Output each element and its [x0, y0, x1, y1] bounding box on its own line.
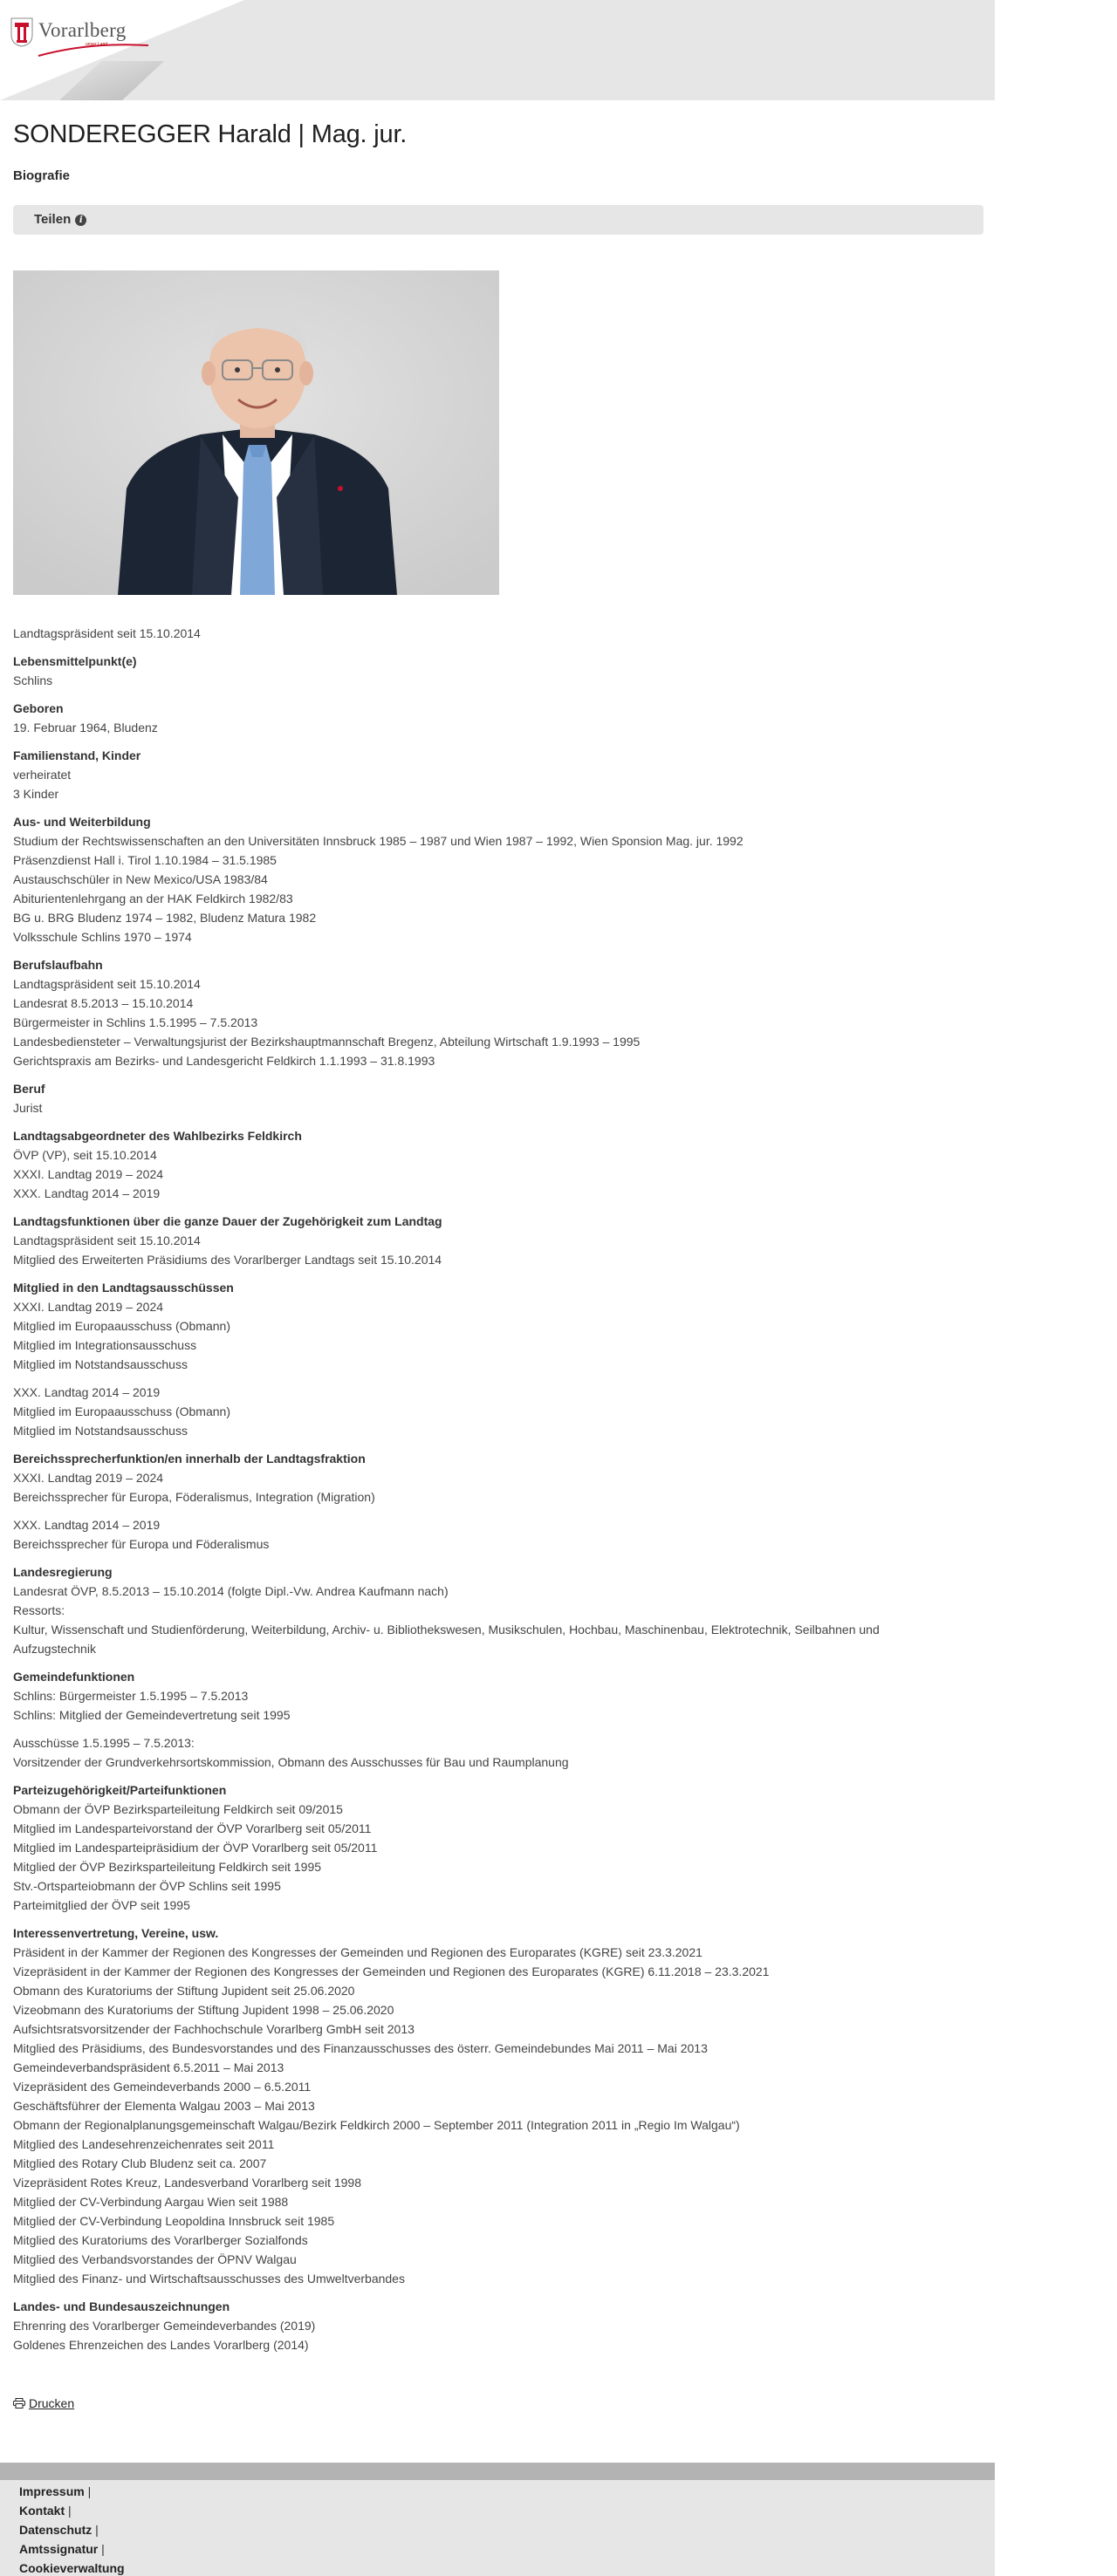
- bio-line: Mitglied des Präsidiums, des Bundesvorstandes und des Finanzausschusses des österr. Gemeindebundes Mai 2011 – Mai 2013: [13, 2041, 708, 2055]
- bio-line: Vizeobmann des Kuratoriums der Stiftung Jupident 1998 – 25.06.2020: [13, 2003, 394, 2017]
- bio-section-title: Parteizugehörigkeit/Parteifunktionen: [13, 1783, 227, 1797]
- bio-section-title: Landesregierung: [13, 1565, 113, 1579]
- bio-line: Mitglied im Notstandsausschuss: [13, 1357, 188, 1371]
- bio-line: 3 Kinder: [13, 787, 59, 801]
- bio-section: [13, 1562, 982, 1658]
- footer-link-label: Amtssignatur: [19, 2542, 99, 2556]
- footer-separator: |: [95, 2523, 99, 2537]
- bio-spacer: [13, 1507, 982, 1515]
- bio-section-title: Landes- und Bundesauszeichnungen: [13, 2299, 230, 2313]
- bio-line: Mitglied des Kuratoriums des Vorarlberger Sozialfonds: [13, 2233, 308, 2247]
- bio-line: Kultur, Wissenschaft und Studienförderung, Weiterbildung, Archiv- u. Bibliothekswesen, Musikschulen, Hochbau, Maschinenbau, Elektrotechnik, Seilbahnen und: [13, 1623, 880, 1636]
- bio-section: [13, 1278, 982, 1440]
- bio-line: Geschäftsführer der Elementa Walgau 2003 – Mai 2013: [13, 2099, 315, 2113]
- bio-line: Mitglied im Europaausschuss (Obmann): [13, 1319, 230, 1333]
- bio-section-title: Landtagsfunktionen über die ganze Dauer der Zugehörigkeit zum Landtag: [13, 1214, 442, 1228]
- bio-line: Gemeindeverbandspräsident 6.5.2011 – Mai 2013: [13, 2060, 284, 2074]
- bio-line: BG u. BRG Bludenz 1974 – 1982, Bludenz Matura 1982: [13, 911, 317, 925]
- bio-line: Mitglied im Landesparteipräsidium der ÖVP Vorarlberg seit 05/2011: [13, 1841, 378, 1855]
- printer-icon: [13, 2398, 25, 2409]
- logo-wordmark: Vorarlberg: [38, 19, 127, 41]
- bio-line: XXX. Landtag 2014 – 2019: [13, 1186, 161, 1200]
- bio-line: Studium der Rechtswissenschaften an den Universitäten Innsbruck 1985 – 1987 und Wien 1987 – 1992, Wien Sponsion Mag. jur. 1992: [13, 834, 744, 848]
- bio-line: Austauschschüler in New Mexico/USA 1983/84: [13, 872, 268, 886]
- bio-section: [13, 1126, 982, 1203]
- bio-section: [13, 812, 982, 946]
- bio-line: Vorsitzender der Grundverkehrsortskommission, Obmann des Ausschusses für Bau und Raumplanung: [13, 1755, 569, 1769]
- share-label: Teilen: [34, 212, 72, 227]
- footer-link[interactable]: [19, 2482, 125, 2501]
- vorarlberg-logo[interactable]: [10, 16, 150, 59]
- bio-line: Mitglied im Europaausschuss (Obmann): [13, 1404, 230, 1418]
- footer-links: [19, 2482, 125, 2576]
- logo-tagline: unser Land: [86, 42, 108, 47]
- bio-line: Vizepräsident des Gemeindeverbands 2000 – 6.5.2011: [13, 2080, 312, 2094]
- share-button[interactable]: [34, 210, 86, 229]
- footer-link[interactable]: [19, 2520, 125, 2539]
- bio-line: Mitglied der CV-Verbindung Aargau Wien seit 1988: [13, 2195, 289, 2209]
- bio-line: Schlins: Bürgermeister 1.5.1995 – 7.5.2013: [13, 1689, 249, 1703]
- bio-line: Landesbediensteter – Verwaltungsjurist der Bezirkshauptmannschaft Bregenz, Abteilung Wirtschaft 1.9.1993 – 1995: [13, 1035, 641, 1049]
- biography: [13, 624, 982, 2354]
- bio-line: XXX. Landtag 2014 – 2019: [13, 1518, 161, 1532]
- bio-line: Mitglied des Landesehrenzeichenrates seit 2011: [13, 2137, 275, 2151]
- page-subtitle: Biografie: [13, 168, 71, 183]
- footer-link-label: Cookieverwaltung: [19, 2561, 125, 2575]
- bio-spacer: [13, 1725, 982, 1733]
- bio-line: Obmann des Kuratoriums der Stiftung Jupident seit 25.06.2020: [13, 1984, 355, 1998]
- bio-section: [13, 699, 982, 737]
- bio-section: [13, 2297, 982, 2354]
- bio-section-title: Lebensmittelpunkt(e): [13, 654, 137, 668]
- bio-section: [13, 1212, 982, 1269]
- bio-line: Landtagspräsident seit 15.10.2014: [13, 1233, 201, 1247]
- bio-line: Obmann der Regionalplanungsgemeinschaft Walgau/Bezirk Feldkirch 2000 – September 2011 (Integration 2011 in „Regio Im Walgau“): [13, 2118, 740, 2132]
- footer-link-label: Datenschutz: [19, 2523, 93, 2537]
- bio-line: Volksschule Schlins 1970 – 1974: [13, 930, 192, 944]
- bio-line: XXXI. Landtag 2019 – 2024: [13, 1300, 164, 1314]
- bio-line: Ehrenring des Vorarlberger Gemeindeverbandes (2019): [13, 2319, 316, 2333]
- info-icon: i: [75, 215, 86, 226]
- footer-link[interactable]: [19, 2539, 125, 2559]
- footer-link[interactable]: [19, 2559, 125, 2576]
- bio-line: Vizepräsident in der Kammer der Regionen des Kongresses der Gemeinden und Regionen des Europarates (KGRE) 6.11.2018 – 23.3.2021: [13, 1964, 770, 1978]
- bio-section: [13, 1923, 982, 2288]
- bio-section: [13, 955, 982, 1070]
- bio-line: Mitglied der CV-Verbindung Leopoldina Innsbruck seit 1985: [13, 2214, 335, 2228]
- bio-line: Jurist: [13, 1101, 43, 1115]
- bio-line: XXXI. Landtag 2019 – 2024: [13, 1167, 164, 1181]
- bio-line: Ausschüsse 1.5.1995 – 7.5.2013:: [13, 1736, 195, 1750]
- bio-line: Goldenes Ehrenzeichen des Landes Vorarlberg (2014): [13, 2338, 309, 2352]
- site-footer: [0, 2480, 995, 2576]
- bio-line: Abiturientenlehrgang an der HAK Feldkirch 1982/83: [13, 892, 293, 905]
- print-link[interactable]: [13, 2395, 74, 2412]
- bio-section-title: Berufslaufbahn: [13, 958, 103, 972]
- footer-separator: |: [101, 2542, 105, 2556]
- bio-line: Mitglied im Notstandsausschuss: [13, 1424, 188, 1438]
- bio-section-title: Mitglied in den Landtagsausschüssen: [13, 1281, 234, 1295]
- bio-section-title: Familienstand, Kinder: [13, 748, 141, 762]
- bio-line: Landtagspräsident seit 15.10.2014: [13, 977, 201, 991]
- print-label: Drucken: [29, 2396, 75, 2410]
- bio-section-title: Geboren: [13, 701, 64, 715]
- bio-line: Bereichssprecher für Europa, Föderalismus, Integration (Migration): [13, 1490, 375, 1504]
- bio-line: Schlins: [13, 673, 53, 687]
- share-bar: [13, 205, 983, 235]
- bio-section-title: Aus- und Weiterbildung: [13, 815, 151, 829]
- bio-line: Ressorts:: [13, 1603, 65, 1617]
- bio-line: Landesrat ÖVP, 8.5.2013 – 15.10.2014 (folgte Dipl.-Vw. Andrea Kaufmann nach): [13, 1584, 449, 1598]
- bio-line: XXXI. Landtag 2019 – 2024: [13, 1471, 164, 1485]
- bio-section: [13, 1079, 982, 1117]
- bio-line: Landesrat 8.5.2013 – 15.10.2014: [13, 996, 194, 1010]
- bio-line: Schlins: Mitglied der Gemeindevertretung seit 1995: [13, 1708, 291, 1722]
- bio-line: Bürgermeister in Schlins 1.5.1995 – 7.5.2013: [13, 1015, 258, 1029]
- bio-section: [13, 746, 982, 803]
- bio-section-title: Bereichssprecherfunktion/en innerhalb der Landtagsfraktion: [13, 1452, 366, 1466]
- bio-line: Mitglied des Verbandsvorstandes der ÖPNV Walgau: [13, 2252, 297, 2266]
- bio-section-title: Gemeindefunktionen: [13, 1670, 135, 1684]
- bio-line: Präsident in der Kammer der Regionen des Kongresses der Gemeinden und Regionen des Europarates (KGRE) seit 23.3.2021: [13, 1945, 702, 1959]
- portrait-illustration: [13, 270, 499, 595]
- bio-intro: Landtagspräsident seit 15.10.2014: [13, 626, 201, 640]
- bio-line: Aufzugstechnik: [13, 1642, 96, 1656]
- bio-spacer: [13, 1374, 982, 1383]
- bio-line: Obmann der ÖVP Bezirksparteileitung Feldkirch seit 09/2015: [13, 1802, 343, 1816]
- portrait-photo: [13, 270, 499, 595]
- footer-link-label: Impressum: [19, 2484, 85, 2498]
- bio-line: Gerichtspraxis am Bezirks- und Landesgericht Feldkirch 1.1.1993 – 31.8.1993: [13, 1054, 435, 1068]
- bio-line: Mitglied des Erweiterten Präsidiums des Vorarlberger Landtags seit 15.10.2014: [13, 1253, 442, 1267]
- bio-section-title: Beruf: [13, 1082, 45, 1096]
- bio-section: [13, 1449, 982, 1554]
- footer-link-label: Kontakt: [19, 2504, 65, 2518]
- footer-divider: [0, 2463, 995, 2480]
- bio-section-title: Landtagsabgeordneter des Wahlbezirks Feldkirch: [13, 1129, 302, 1143]
- page-title: SONDEREGGER Harald | Mag. jur.: [13, 120, 408, 148]
- site-header: [0, 0, 995, 100]
- bio-line: Bereichssprecher für Europa und Föderalismus: [13, 1537, 270, 1551]
- coat-of-arms-icon: [10, 17, 33, 47]
- footer-link[interactable]: [19, 2501, 125, 2520]
- bio-section: [13, 1780, 982, 1915]
- bio-line: verheiratet: [13, 768, 72, 782]
- footer-separator: |: [68, 2504, 72, 2518]
- bio-section: [13, 652, 982, 690]
- bio-line: XXX. Landtag 2014 – 2019: [13, 1385, 161, 1399]
- bio-section: [13, 1667, 982, 1772]
- bio-line: ÖVP (VP), seit 15.10.2014: [13, 1148, 157, 1162]
- bio-line: Mitglied des Finanz- und Wirtschaftsausschusses des Umweltverbandes: [13, 2272, 405, 2286]
- bio-section-title: Interessenvertretung, Vereine, usw.: [13, 1926, 219, 1940]
- bio-line: Mitglied des Rotary Club Bludenz seit ca. 2007: [13, 2156, 267, 2170]
- bio-line: Parteimitglied der ÖVP seit 1995: [13, 1898, 190, 1912]
- bio-line: Vizepräsident Rotes Kreuz, Landesverband Vorarlberg seit 1998: [13, 2176, 361, 2190]
- bio-line: Stv.-Ortsparteiobmann der ÖVP Schlins seit 1995: [13, 1879, 281, 1893]
- bio-line: Mitglied im Landesparteivorstand der ÖVP Vorarlberg seit 05/2011: [13, 1821, 372, 1835]
- bio-line: 19. Februar 1964, Bludenz: [13, 721, 158, 735]
- bio-line: Mitglied im Integrationsausschuss: [13, 1338, 197, 1352]
- bio-line: Präsenzdienst Hall i. Tirol 1.10.1984 – 31.5.1985: [13, 853, 277, 867]
- bio-line: Aufsichtsratsvorsitzender der Fachhochschule Vorarlberg GmbH seit 2013: [13, 2022, 415, 2036]
- footer-separator: |: [87, 2484, 92, 2498]
- bio-line: Mitglied der ÖVP Bezirksparteileitung Feldkirch seit 1995: [13, 1860, 322, 1874]
